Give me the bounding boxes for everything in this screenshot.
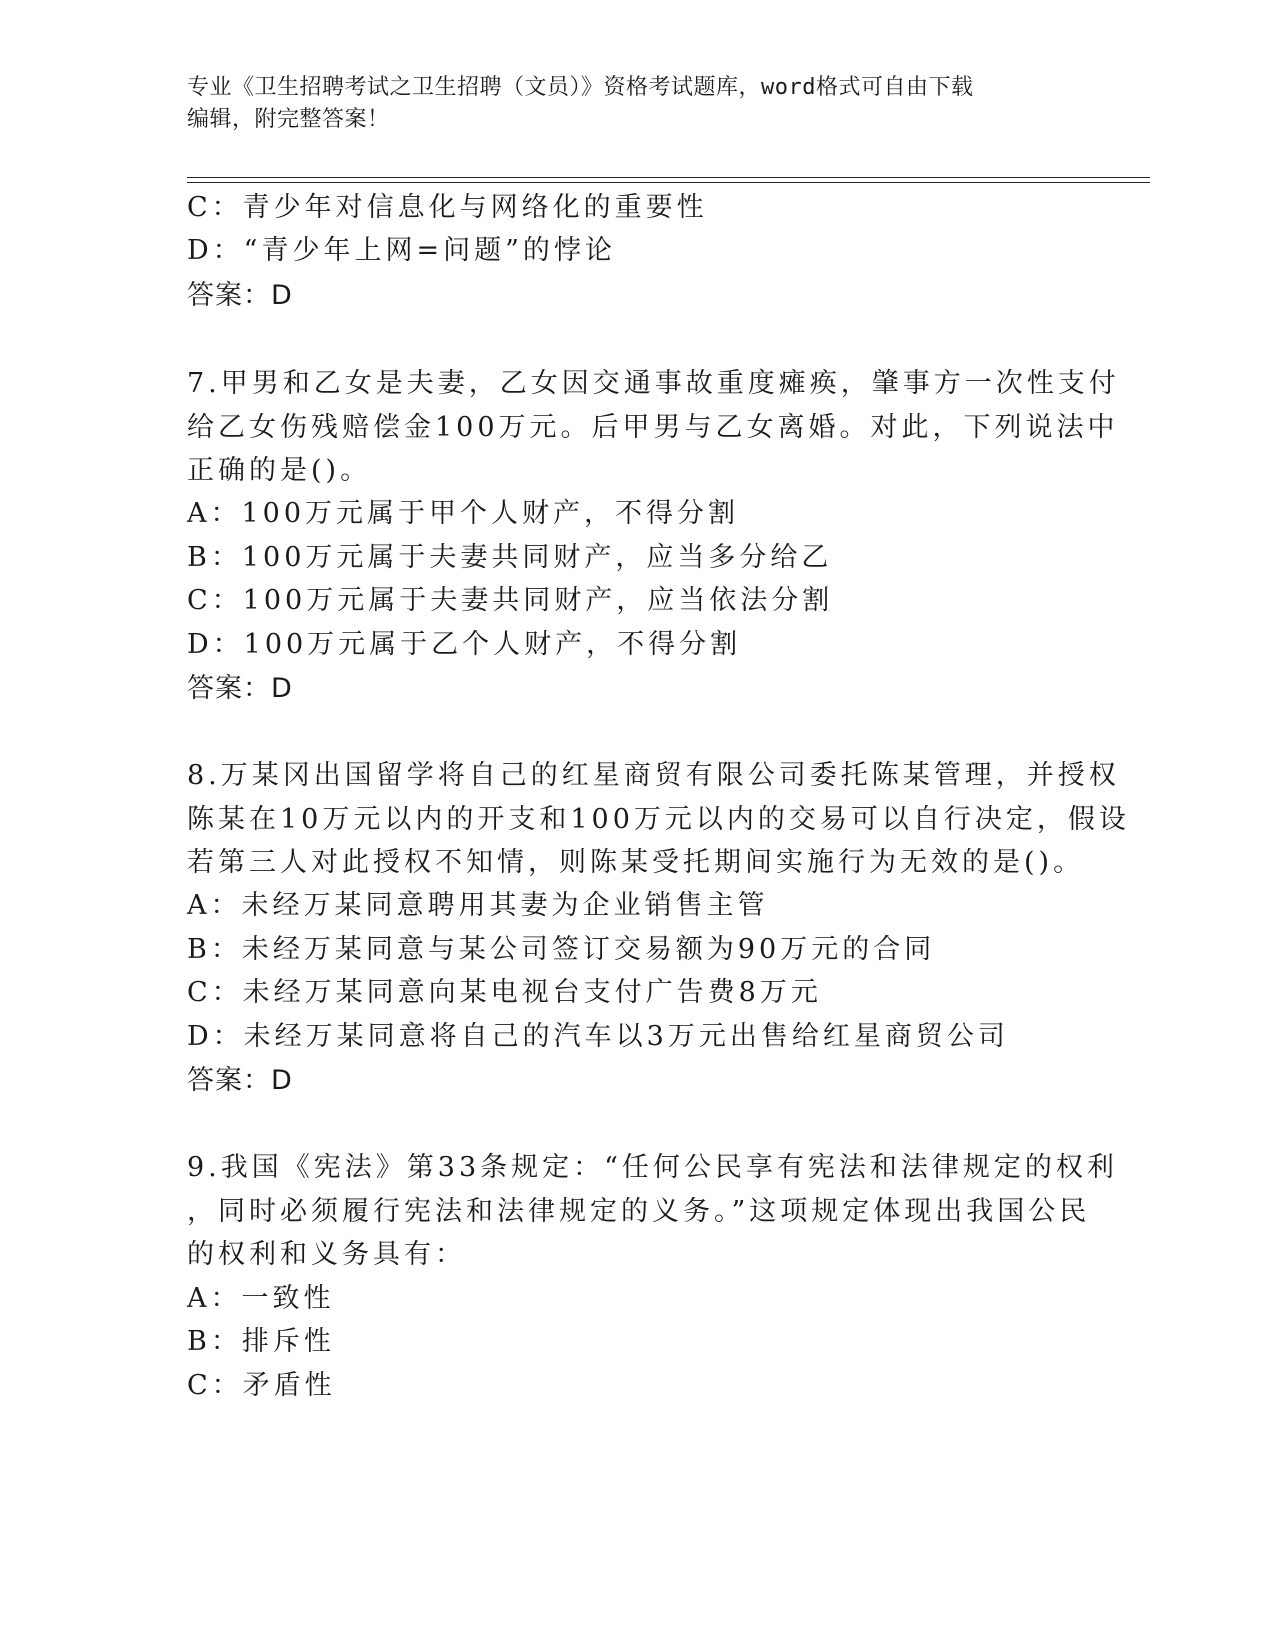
header-line-2: 编辑，附完整答案！ [187,107,390,132]
q8-stem-line-3: 若第三人对此授权不知情，则陈某受托期间实施行为无效的是()。 [187,847,1085,878]
q7-option-b: B：100万元属于夫妻共同财产，应当多分给乙 [187,542,833,573]
header-line-1: 专业《卫生招聘考试之卫生招聘（文员）》资格考试题库，word格式可自由下载 [187,75,974,100]
q8-option-a: A：未经万某同意聘用其妻为企业销售主管 [187,890,769,921]
q7-option-d: D：100万元属于乙个人财产，不得分割 [187,629,742,660]
q7-option-c: C：100万元属于夫妻共同财产，应当依法分割 [187,585,834,616]
q8-answer: 答案：D [187,1065,293,1096]
q8-option-d: D：未经万某同意将自己的汽车以3万元出售给红星商贸公司 [187,1021,1009,1052]
q9-option-a: A：一致性 [187,1283,335,1314]
q7-stem-line-1: 7.甲男和乙女是夫妻，乙女因交通事故重度瘫痪，肇事方一次性支付 [187,368,1120,399]
header-divider-top [187,177,1150,178]
q8-option-b: B：未经万某同意与某公司签订交易额为90万元的合同 [187,934,936,965]
document-header [187,72,1087,136]
q7-answer: 答案：D [187,673,293,704]
q8-option-c: C：未经万某同意向某电视台支付广告费8万元 [187,977,822,1008]
header-divider-bottom [187,182,1150,183]
q8-stem-line-2: 陈某在10万元以内的开支和100万元以内的交易可以自行决定，假设 [187,804,1130,835]
q6-option-d: D：“青少年上网=问题”的悖论 [187,235,616,266]
q6-option-c: C：青少年对信息化与网络化的重要性 [187,192,708,223]
q9-option-b: B：排斥性 [187,1326,335,1357]
q7-option-a: A：100万元属于甲个人财产，不得分割 [187,498,740,529]
q9-option-c: C：矛盾性 [187,1370,336,1401]
q9-stem-line-2: ，同时必须履行宪法和法律规定的义务。”这项规定体现出我国公民 [187,1196,1091,1227]
q8-stem-line-1: 8.万某冈出国留学将自己的红星商贸有限公司委托陈某管理，并授权 [187,760,1120,791]
q7-stem-line-3: 正确的是()。 [187,455,372,486]
q7-stem-line-2: 给乙女伤残赔偿金100万元。后甲男与乙女离婚。对此，下列说法中 [187,412,1119,443]
q6-answer: 答案：D [187,280,293,311]
q9-stem-line-3: 的权利和义务具有： [187,1239,466,1270]
q9-stem-line-1: 9.我国《宪法》第33条规定：“任何公民享有宪法和法律规定的权利 [187,1152,1118,1183]
